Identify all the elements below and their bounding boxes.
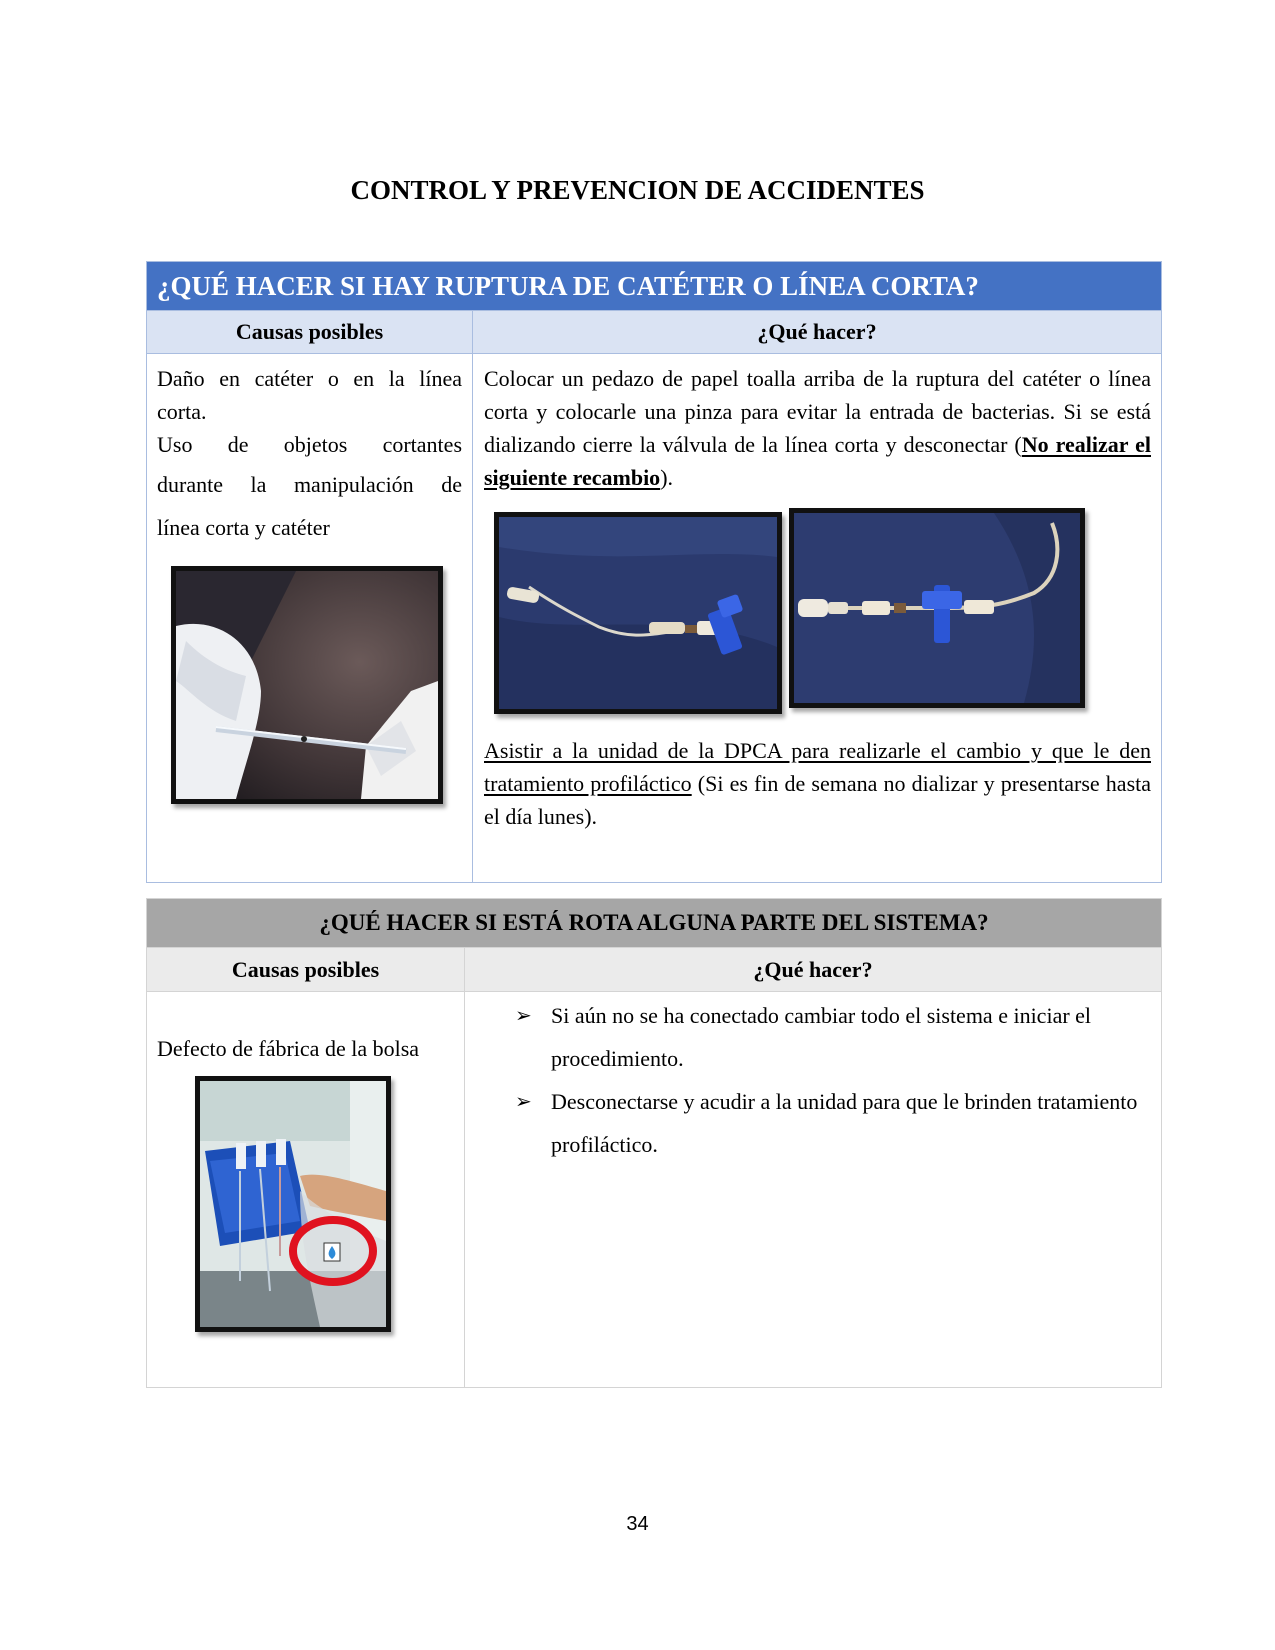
catheter-photos — [484, 506, 1151, 726]
action-followup — [484, 734, 1151, 833]
causes-cell — [147, 992, 465, 1388]
action-column-header: ¿Qué hacer? — [465, 948, 1162, 992]
page-number: 34 — [626, 1513, 649, 1535]
no-next-exchange-warning: No realizar el siguiente recambio — [484, 432, 1151, 490]
causes-line: Daño en catéter o en la línea — [157, 366, 462, 391]
section2-heading: ¿QUÉ HACER SI ESTÁ ROTA ALGUNA PARTE DEL SISTEMA? — [147, 899, 1162, 948]
arrow-bullet-icon: ➢ — [515, 1089, 532, 1113]
causes-column-header: Causas posibles — [147, 948, 465, 992]
catheter-skin-photo — [171, 566, 443, 804]
weekend-note: (Si es fin de semana no dializar y presentarse hasta el día lunes). — [484, 771, 1152, 829]
action-cell — [473, 354, 1162, 883]
action-item-text: Desconectarse y acudir a la unidad para que le brinden tratamiento profiláctico. — [551, 1089, 1138, 1157]
action-column-header: ¿Qué hacer? — [473, 311, 1162, 354]
dpca-unit-instruction: Asistir a la unidad de la DPCA para realizarle el cambio y que le den tratamiento profiláctico — [484, 738, 1151, 796]
action-text-end: ). — [660, 465, 674, 490]
action-paragraph — [484, 362, 1151, 494]
short-line-clamp-photo-2 — [789, 508, 1085, 708]
short-line-clamp-photo-1 — [494, 512, 782, 714]
bag-defect-cause: Defecto de fábrica de la bolsa — [157, 1036, 420, 1061]
causes-line: línea corta y catéter — [157, 515, 330, 540]
broken-system-table — [146, 898, 1162, 1388]
action-item-text: Si aún no se ha conectado cambiar todo el sistema e iniciar el procedimiento. — [551, 1003, 1092, 1071]
action-cell — [465, 992, 1162, 1388]
arrow-bullet-icon: ➢ — [515, 1003, 532, 1027]
causes-cell — [147, 354, 473, 883]
action-item — [515, 994, 1151, 1080]
causes-line: Uso de objetos cortantes — [157, 432, 462, 457]
causes-line: corta. — [157, 399, 207, 424]
dialysis-bag-photo — [195, 1076, 391, 1332]
section1-heading: ¿QUÉ HACER SI HAY RUPTURA DE CATÉTER O LÍNEA CORTA? — [147, 262, 1162, 311]
causes-line: durante la manipulación de — [157, 472, 462, 497]
catheter-rupture-table — [146, 261, 1162, 883]
action-list — [465, 992, 1161, 1166]
causes-column-header: Causas posibles — [147, 311, 473, 354]
action-item — [515, 1080, 1151, 1166]
action-text: Colocar un pedazo de papel toalla arriba de la ruptura del catéter o línea corta y colocarle una pinza para evitar la entrada de bacterias. Si se está dializando cierre la válvula de la línea corta y desconectar ( — [484, 366, 1151, 457]
page-title: CONTROL Y PREVENCION DE ACCIDENTES — [350, 175, 925, 205]
